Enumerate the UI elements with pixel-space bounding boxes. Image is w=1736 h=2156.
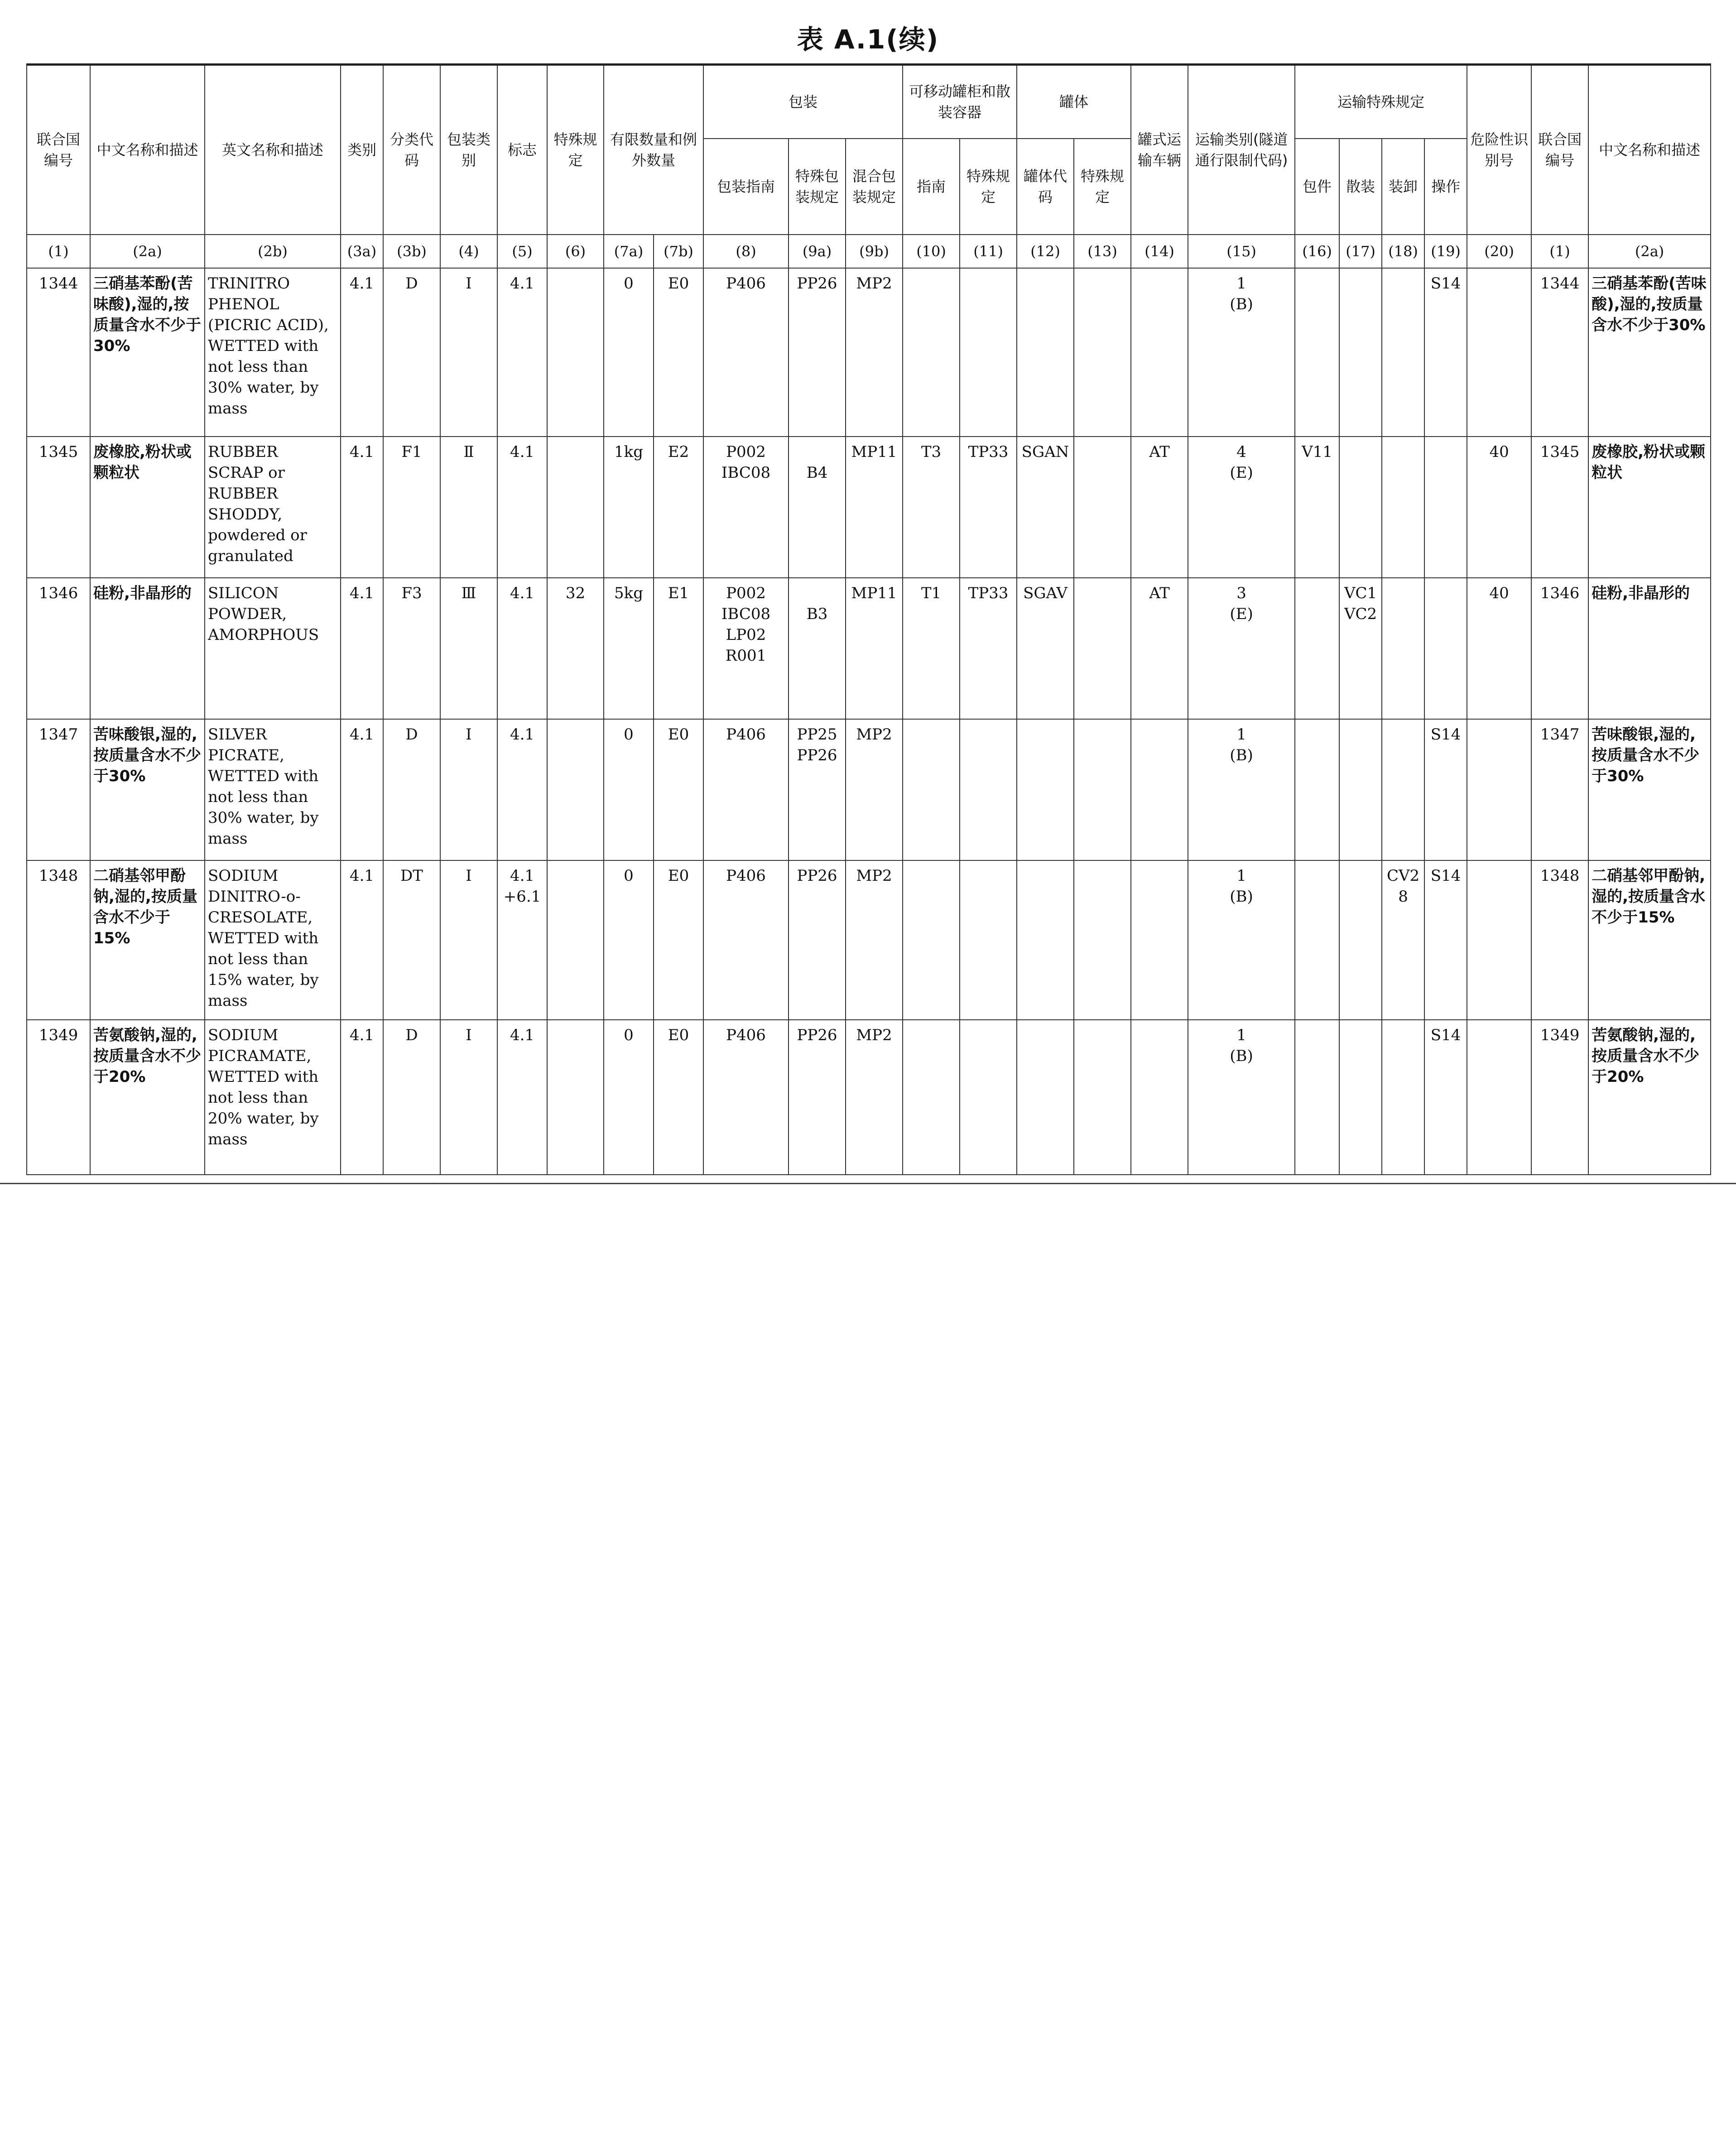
cell-class: 4.1 (341, 437, 383, 578)
cell-operation: S14 (1424, 1020, 1467, 1175)
header-special-provisions: 特殊规定 (547, 65, 604, 235)
header-packing-group: 包装类别 (440, 65, 497, 235)
column-number: (13) (1074, 235, 1131, 268)
cell-name-cn-repeat: 废橡胶,粉状或颗粒状 (1588, 437, 1711, 578)
cell-hazard-id: 40 (1467, 437, 1531, 578)
cell-un-no-repeat: 1347 (1531, 719, 1588, 860)
column-number: (2b) (205, 235, 341, 268)
header-packaging-instructions: 包装指南 (703, 139, 789, 235)
cell-pt-special (960, 719, 1017, 860)
cell-bulk (1339, 860, 1382, 1020)
header-limited-quantity: 有限数量和例外数量 (604, 65, 703, 235)
cell-loading (1382, 1020, 1424, 1175)
cell-transport-category: 1 (B) (1188, 268, 1295, 437)
cell-un-no-repeat: 1349 (1531, 1020, 1588, 1175)
cell-packages (1295, 578, 1339, 719)
column-number-row (27, 235, 1711, 268)
header-label: 标志 (497, 65, 547, 235)
cell-tank-code (1017, 268, 1074, 437)
cell-mixed-packing: MP2 (846, 860, 903, 1020)
cell-excepted-quantity: E0 (654, 268, 703, 437)
cell-class-code: D (383, 268, 440, 437)
cell-bulk (1339, 1020, 1382, 1175)
cell-class-code: D (383, 1020, 440, 1175)
header-name-en: 英文名称和描述 (205, 65, 341, 235)
column-number: (17) (1339, 235, 1382, 268)
cell-special-provisions (547, 719, 604, 860)
cell-packing-group: I (440, 1020, 497, 1175)
cell-tank-vehicle: AT (1131, 578, 1188, 719)
cell-label: 4.1 (497, 1020, 547, 1175)
column-number: (1) (1531, 235, 1588, 268)
cell-limited-quantity: 0 (604, 1020, 654, 1175)
cell-mixed-packing: MP11 (846, 437, 903, 578)
cell-class-code: F1 (383, 437, 440, 578)
cell-hazard-id (1467, 719, 1531, 860)
header-mixed-packing: 混合包装规定 (846, 139, 903, 235)
header-pt-instructions: 指南 (903, 139, 960, 235)
cell-un-no-repeat: 1345 (1531, 437, 1588, 578)
cell-packaging-instructions: P002 IBC08 (703, 437, 789, 578)
cell-tank-vehicle (1131, 268, 1188, 437)
header-transport-category: 运输类别(隧道通行限制代码) (1188, 65, 1295, 235)
cell-tank-code (1017, 860, 1074, 1020)
cell-name-en: SILVER PICRATE, WETTED with not less than 30% water, by mass (205, 719, 341, 860)
column-number: (8) (703, 235, 789, 268)
cell-limited-quantity: 1kg (604, 437, 654, 578)
column-number: (15) (1188, 235, 1295, 268)
cell-excepted-quantity: E0 (654, 860, 703, 1020)
cell-bulk (1339, 437, 1382, 578)
cell-pt-instructions: T1 (903, 578, 960, 719)
cell-tank-special (1074, 437, 1131, 578)
cell-class-code: D (383, 719, 440, 860)
cell-class: 4.1 (341, 1020, 383, 1175)
cell-limited-quantity: 0 (604, 719, 654, 860)
cell-un-no: 1346 (27, 578, 90, 719)
cell-transport-category: 1 (B) (1188, 860, 1295, 1020)
cell-class: 4.1 (341, 268, 383, 437)
column-number: (10) (903, 235, 960, 268)
cell-limited-quantity: 5kg (604, 578, 654, 719)
cell-limited-quantity: 0 (604, 860, 654, 1020)
cell-special-packing: PP26 (789, 860, 846, 1020)
cell-class: 4.1 (341, 578, 383, 719)
column-number: (20) (1467, 235, 1531, 268)
cell-loading (1382, 437, 1424, 578)
cell-tank-vehicle (1131, 719, 1188, 860)
cell-name-cn-repeat: 硅粉,非晶形的 (1588, 578, 1711, 719)
cell-special-provisions: 32 (547, 578, 604, 719)
cell-packaging-instructions: P406 (703, 860, 789, 1020)
column-number: (6) (547, 235, 604, 268)
cell-name-en: TRINITRO PHENOL (PICRIC ACID), WETTED with not less than 30% water, by mass (205, 268, 341, 437)
header-pt-special: 特殊规定 (960, 139, 1017, 235)
cell-mixed-packing: MP2 (846, 719, 903, 860)
cell-pt-special (960, 1020, 1017, 1175)
column-number: (1) (27, 235, 90, 268)
header-special-packing: 特殊包装规定 (789, 139, 846, 235)
column-number: (3a) (341, 235, 383, 268)
header-operation: 操作 (1424, 139, 1467, 235)
cell-tank-special (1074, 268, 1131, 437)
cell-loading (1382, 578, 1424, 719)
cell-packages (1295, 1020, 1339, 1175)
cell-operation: S14 (1424, 268, 1467, 437)
cell-name-en: RUBBER SCRAP or RUBBER SHODDY, powdered or granulated (205, 437, 341, 578)
cell-special-packing: B4 (789, 437, 846, 578)
column-number: (2a) (90, 235, 205, 268)
cell-name-cn: 三硝基苯酚(苦味酸),湿的,按质量含水不少于30% (90, 268, 205, 437)
cell-name-en: SILICON POWDER, AMORPHOUS (205, 578, 341, 719)
cell-pt-special (960, 268, 1017, 437)
cell-tank-special (1074, 860, 1131, 1020)
cell-excepted-quantity: E2 (654, 437, 703, 578)
cell-loading (1382, 719, 1424, 860)
cell-name-cn: 废橡胶,粉状或颗粒状 (90, 437, 205, 578)
cell-mixed-packing: MP2 (846, 268, 903, 437)
dangerous-goods-table (26, 63, 1711, 1175)
cell-special-provisions (547, 1020, 604, 1175)
column-number: (16) (1295, 235, 1339, 268)
cell-tank-special (1074, 719, 1131, 860)
cell-special-provisions (547, 268, 604, 437)
cell-excepted-quantity: E1 (654, 578, 703, 719)
header-un-no: 联合国编号 (27, 65, 90, 235)
header-portable-tanks: 可移动罐柜和散装容器 (903, 65, 1017, 139)
cell-operation: S14 (1424, 860, 1467, 1020)
cell-tank-code (1017, 719, 1074, 860)
column-number: (7b) (654, 235, 703, 268)
cell-transport-category: 1 (B) (1188, 719, 1295, 860)
cell-pt-special (960, 860, 1017, 1020)
cell-name-cn-repeat: 二硝基邻甲酚钠,湿的,按质量含水不少于15% (1588, 860, 1711, 1020)
cell-name-en: SODIUM PICRAMATE, WETTED with not less than 20% water, by mass (205, 1020, 341, 1175)
table-row (27, 578, 1711, 719)
cell-pt-instructions: T3 (903, 437, 960, 578)
column-number: (5) (497, 235, 547, 268)
cell-un-no: 1349 (27, 1020, 90, 1175)
cell-label: 4.1 (497, 268, 547, 437)
header-packaging: 包装 (703, 65, 903, 139)
cell-operation: S14 (1424, 719, 1467, 860)
column-number: (7a) (604, 235, 654, 268)
cell-label: 4.1 (497, 719, 547, 860)
cell-special-packing: PP26 (789, 1020, 846, 1175)
cell-class-code: DT (383, 860, 440, 1020)
cell-operation (1424, 578, 1467, 719)
column-number: (9a) (789, 235, 846, 268)
cell-tank-special (1074, 1020, 1131, 1175)
header-class-code: 分类代码 (383, 65, 440, 235)
cell-loading: CV28 (1382, 860, 1424, 1020)
cell-pt-instructions (903, 719, 960, 860)
column-number: (12) (1017, 235, 1074, 268)
header-name-cn-repeat: 中文名称和描述 (1588, 65, 1711, 235)
cell-class: 4.1 (341, 860, 383, 1020)
cell-label: 4.1 (497, 437, 547, 578)
header-un-no-repeat: 联合国编号 (1531, 65, 1588, 235)
cell-special-packing: PP25 PP26 (789, 719, 846, 860)
column-number: (9b) (846, 235, 903, 268)
cell-label: 4.1 (497, 578, 547, 719)
cell-name-cn: 硅粉,非晶形的 (90, 578, 205, 719)
cell-name-cn-repeat: 苦味酸银,湿的,按质量含水不少于30% (1588, 719, 1711, 860)
column-number: (3b) (383, 235, 440, 268)
cell-tank-code: SGAV (1017, 578, 1074, 719)
cell-hazard-id: 40 (1467, 578, 1531, 719)
column-number: (4) (440, 235, 497, 268)
header-name-cn: 中文名称和描述 (90, 65, 205, 235)
cell-limited-quantity: 0 (604, 268, 654, 437)
cell-packages: V11 (1295, 437, 1339, 578)
cell-packages (1295, 719, 1339, 860)
table-row (27, 268, 1711, 437)
cell-hazard-id (1467, 860, 1531, 1020)
cell-pt-instructions (903, 1020, 960, 1175)
header-special-transport: 运输特殊规定 (1295, 65, 1467, 139)
cell-packing-group: I (440, 719, 497, 860)
cell-packing-group: I (440, 860, 497, 1020)
cell-packaging-instructions: P406 (703, 268, 789, 437)
header-tank: 罐体 (1017, 65, 1131, 139)
cell-transport-category: 3 (E) (1188, 578, 1295, 719)
cell-name-cn: 二硝基邻甲酚钠,湿的,按质量含水不少于15% (90, 860, 205, 1020)
cell-un-no: 1347 (27, 719, 90, 860)
cell-un-no: 1344 (27, 268, 90, 437)
cell-pt-instructions (903, 268, 960, 437)
cell-special-provisions (547, 860, 604, 1020)
cell-packaging-instructions: P406 (703, 719, 789, 860)
column-number: (14) (1131, 235, 1188, 268)
cell-bulk (1339, 268, 1382, 437)
cell-mixed-packing: MP11 (846, 578, 903, 719)
cell-pt-instructions (903, 860, 960, 1020)
cell-mixed-packing: MP2 (846, 1020, 903, 1175)
header-tank-special: 特殊规定 (1074, 139, 1131, 235)
cell-tank-vehicle: AT (1131, 437, 1188, 578)
cell-special-packing: PP26 (789, 268, 846, 437)
cell-hazard-id (1467, 1020, 1531, 1175)
header-loading: 装卸 (1382, 139, 1424, 235)
cell-tank-special (1074, 578, 1131, 719)
table-row (27, 719, 1711, 860)
cell-class-code: F3 (383, 578, 440, 719)
cell-tank-code: SGAN (1017, 437, 1074, 578)
cell-hazard-id (1467, 268, 1531, 437)
table-row (27, 437, 1711, 578)
cell-name-en: SODIUM DINITRO-o-CRESOLATE, WETTED with not less than 15% water, by mass (205, 860, 341, 1020)
column-number: (2a) (1588, 235, 1711, 268)
column-number: (18) (1382, 235, 1424, 268)
cell-transport-category: 4 (E) (1188, 437, 1295, 578)
table-row (27, 1020, 1711, 1175)
cell-packaging-instructions: P002 IBC08 LP02 R001 (703, 578, 789, 719)
cell-name-cn-repeat: 苦氨酸钠,湿的,按质量含水不少于20% (1588, 1020, 1711, 1175)
cell-transport-category: 1 (B) (1188, 1020, 1295, 1175)
cell-loading (1382, 268, 1424, 437)
header-tank-vehicle: 罐式运输车辆 (1131, 65, 1188, 235)
page-title: 表 A.1(续) (797, 24, 939, 55)
cell-excepted-quantity: E0 (654, 719, 703, 860)
cell-packaging-instructions: P406 (703, 1020, 789, 1175)
cell-operation (1424, 437, 1467, 578)
column-number: (19) (1424, 235, 1467, 268)
cell-packing-group: Ⅲ (440, 578, 497, 719)
cell-name-cn: 苦味酸银,湿的,按质量含水不少于30% (90, 719, 205, 860)
cell-un-no-repeat: 1346 (1531, 578, 1588, 719)
header-bulk: 散装 (1339, 139, 1382, 235)
cell-class: 4.1 (341, 719, 383, 860)
cell-tank-vehicle (1131, 860, 1188, 1020)
header-hazard-id: 危险性识别号 (1467, 65, 1531, 235)
header-class: 类别 (341, 65, 383, 235)
cell-packing-group: Ⅱ (440, 437, 497, 578)
cell-un-no: 1345 (27, 437, 90, 578)
cell-tank-vehicle (1131, 1020, 1188, 1175)
cell-un-no: 1348 (27, 860, 90, 1020)
cell-special-provisions (547, 437, 604, 578)
cell-special-packing: B3 (789, 578, 846, 719)
cell-name-cn-repeat: 三硝基苯酚(苦味酸),湿的,按质量含水不少于30% (1588, 268, 1711, 437)
page-divider (0, 1183, 1736, 1184)
cell-bulk: VC1 VC2 (1339, 578, 1382, 719)
cell-packing-group: I (440, 268, 497, 437)
cell-un-no-repeat: 1348 (1531, 860, 1588, 1020)
cell-label: 4.1 +6.1 (497, 860, 547, 1020)
cell-tank-code (1017, 1020, 1074, 1175)
header-tank-code: 罐体代码 (1017, 139, 1074, 235)
cell-un-no-repeat: 1344 (1531, 268, 1588, 437)
table-row (27, 860, 1711, 1020)
cell-excepted-quantity: E0 (654, 1020, 703, 1175)
cell-pt-special: TP33 (960, 578, 1017, 719)
header-packages: 包件 (1295, 139, 1339, 235)
cell-packages (1295, 860, 1339, 1020)
cell-name-cn: 苦氨酸钠,湿的,按质量含水不少于20% (90, 1020, 205, 1175)
cell-bulk (1339, 719, 1382, 860)
column-number: (11) (960, 235, 1017, 268)
cell-pt-special: TP33 (960, 437, 1017, 578)
cell-packages (1295, 268, 1339, 437)
